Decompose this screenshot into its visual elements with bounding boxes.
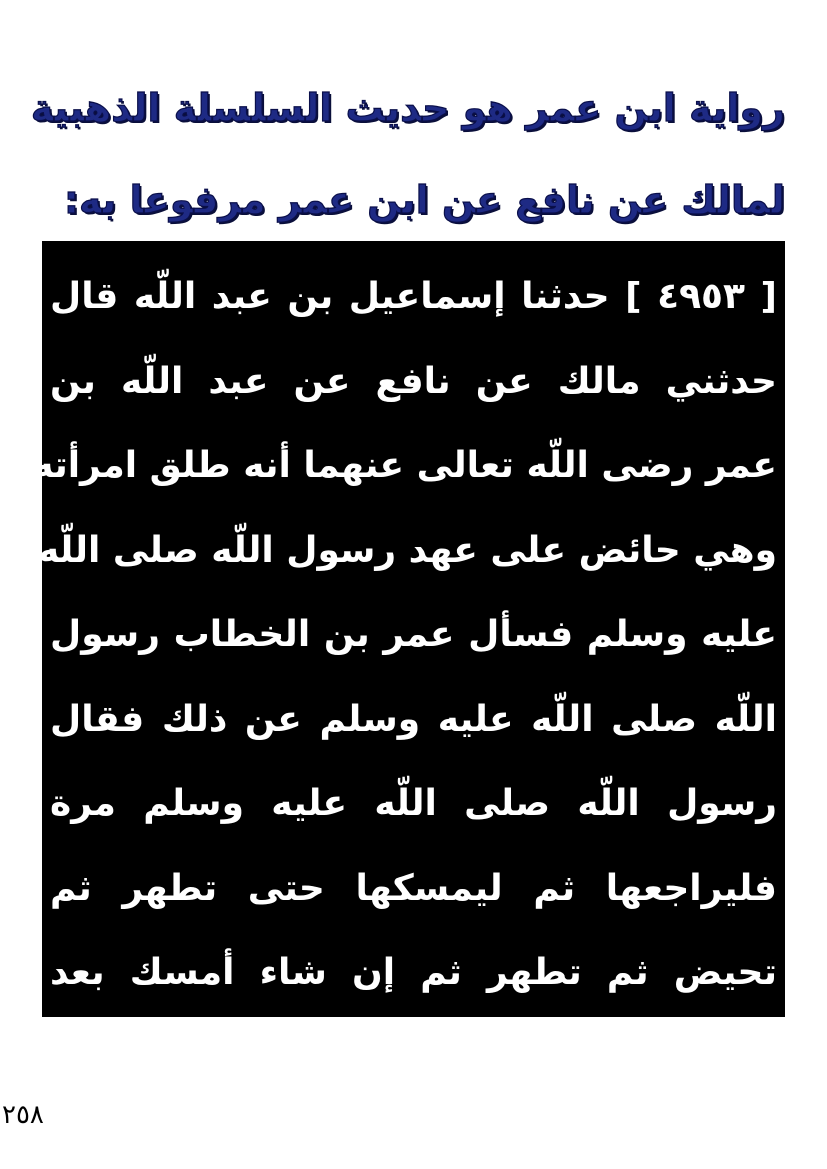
hadith-line-4: وهي حائض على عهد رسول اللّه صلى اللّه xyxy=(37,529,777,571)
title-line-2: لمالك عن نافع عن ابن عمر مرفوعا به: xyxy=(63,178,785,222)
hadith-line-1: [ ٤٩٥٣ ] حدثنا إسماعيل بن عبد اللّه قال xyxy=(50,276,777,317)
title-line-1: رواية ابن عمر هو حديث السلسلة الذهبية xyxy=(30,86,785,130)
page-number: ٢٥٨ xyxy=(2,1100,44,1130)
hadith-text-box xyxy=(32,241,785,1017)
hadith-line-5: عليه وسلم فسأل عمر بن الخطاب رسول xyxy=(50,614,777,655)
hadith-line-7: رسول اللّه صلى اللّه عليه وسلم مرة xyxy=(50,783,777,824)
hadith-line-2: حدثني مالك عن نافع عن عبد اللّه بن xyxy=(50,360,777,402)
hadith-text xyxy=(32,255,777,1016)
hadith-line-6: اللّه صلى اللّه عليه وسلم عن ذلك فقال xyxy=(50,698,777,740)
hadith-line-3: عمر رضى اللّه تعالى عنهما أنه طلق امرأته xyxy=(32,445,777,486)
hadith-line-8: فليراجعها ثم ليمسكها حتى تطهر ثم xyxy=(50,867,777,909)
hadith-line-9: تحيض ثم تطهر ثم إن شاء أمسك بعد xyxy=(50,952,777,993)
page-title xyxy=(30,62,785,246)
